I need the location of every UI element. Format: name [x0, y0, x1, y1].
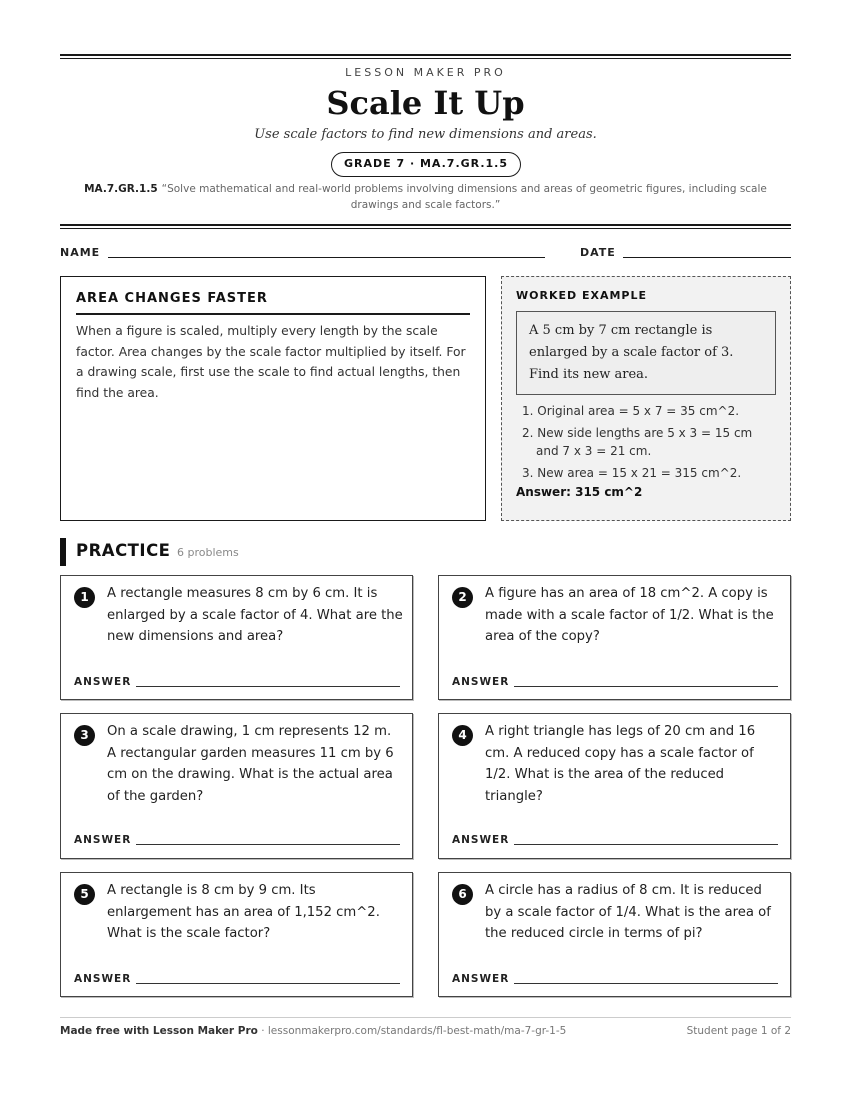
standard-code: MA.7.GR.1.5 — [84, 183, 158, 195]
problem-text: A right triangle has legs of 20 cm and 16 cm. A reduced copy has a scale factor of 1/2. What is the area of the reduced triangle? — [485, 724, 756, 804]
worksheet-page — [60, 0, 791, 1100]
grade-badge: GRADE 7 · MA.7.GR.1.5 — [331, 152, 521, 177]
footer-made-with: Made free with Lesson Maker Pro — [60, 1025, 258, 1037]
page-title: Scale It Up — [326, 84, 525, 122]
footer-credit — [60, 1025, 566, 1037]
concept-body: When a figure is scaled, multiply every length by the scale factor. Area changes by the scale factor multiplied by itself. For a drawing scale, first use the scale to find actual lengths, then find the area. — [76, 324, 466, 400]
brand-name: LESSON MAKER PRO — [345, 66, 506, 79]
problem-card-1 — [60, 575, 413, 700]
answer-label: ANSWER — [74, 676, 132, 688]
header-bottom-rule — [60, 224, 791, 229]
problem-card-4 — [438, 713, 791, 859]
answer-field[interactable] — [514, 686, 778, 687]
answer-field[interactable] — [514, 844, 778, 845]
worked-example-heading: WORKED EXAMPLE — [516, 289, 647, 302]
standard-text: “Solve mathematical and real-world problems involving dimensions and areas of geometric figures, including scale drawings and scale factors.” — [161, 183, 767, 211]
practice-count: 6 problems — [177, 546, 239, 559]
answer-label: ANSWER — [452, 834, 510, 846]
worked-example-box — [501, 276, 791, 521]
practice-title: PRACTICE — [76, 541, 171, 560]
page-subtitle: Use scale factors to find new dimensions and areas. — [254, 127, 597, 142]
answer-label: ANSWER — [74, 834, 132, 846]
problem-text: A figure has an area of 18 cm^2. A copy is made with a scale factor of 1/2. What is the area of the copy? — [485, 586, 774, 645]
answer-field[interactable] — [514, 983, 778, 984]
problem-card-5 — [60, 872, 413, 997]
problem-number: 3 — [74, 725, 95, 746]
problem-text: On a scale drawing, 1 cm represents 12 m. A rectangular garden measures 11 cm by 6 cm on the drawing. What is the actual area of the garden? — [107, 724, 394, 804]
date-field[interactable] — [623, 257, 791, 258]
answer-field[interactable] — [136, 983, 400, 984]
header-top-rule — [60, 54, 791, 59]
answer-field[interactable] — [136, 686, 400, 687]
worked-example-answer: Answer: 315 cm^2 — [516, 485, 643, 499]
standard-description — [60, 181, 791, 213]
problem-number: 6 — [452, 884, 473, 905]
problem-text: A circle has a radius of 8 cm. It is reduced by a scale factor of 1/4. What is the area of the reduced circle in terms of pi? — [485, 883, 771, 942]
answer-label: ANSWER — [74, 973, 132, 985]
date-label: DATE — [580, 246, 616, 259]
worked-example-step: 1. Original area = 5 x 7 = 35 cm^2. — [522, 404, 740, 418]
answer-label: ANSWER — [452, 676, 510, 688]
problem-number: 2 — [452, 587, 473, 608]
practice-accent-bar — [60, 538, 66, 566]
worked-example-steps — [516, 402, 776, 482]
name-label: NAME — [60, 246, 101, 259]
problem-text: A rectangle measures 8 cm by 6 cm. It is enlarged by a scale factor of 4. What are the new dimensions and area? — [107, 586, 403, 645]
problem-card-2 — [438, 575, 791, 700]
problem-text: A rectangle is 8 cm by 9 cm. Its enlargement has an area of 1,152 cm^2. What is the scale factor? — [107, 883, 380, 942]
problem-card-6 — [438, 872, 791, 997]
worked-example-problem: A 5 cm by 7 cm rectangle is enlarged by a scale factor of 3. Find its new area. — [516, 311, 776, 395]
problem-number: 4 — [452, 725, 473, 746]
answer-field[interactable] — [136, 844, 400, 845]
footer-rule — [60, 1017, 791, 1018]
worked-example-step: 2. New side lengths are 5 x 3 = 15 cm and 7 x 3 = 21 cm. — [522, 425, 753, 458]
problem-number: 1 — [74, 587, 95, 608]
problem-number: 5 — [74, 884, 95, 905]
name-field[interactable] — [108, 257, 545, 258]
worked-example-step: 3. New area = 15 x 21 = 315 cm^2. — [522, 465, 742, 480]
concept-heading: AREA CHANGES FASTER — [76, 291, 470, 315]
footer-url[interactable]: · lessonmakerpro.com/standards/fl-best-math/ma-7-gr-1-5 — [257, 1025, 567, 1037]
answer-label: ANSWER — [452, 973, 510, 985]
concept-box — [60, 276, 486, 521]
footer-page-number: Student page 1 of 2 — [686, 1025, 791, 1037]
problem-card-3 — [60, 713, 413, 859]
